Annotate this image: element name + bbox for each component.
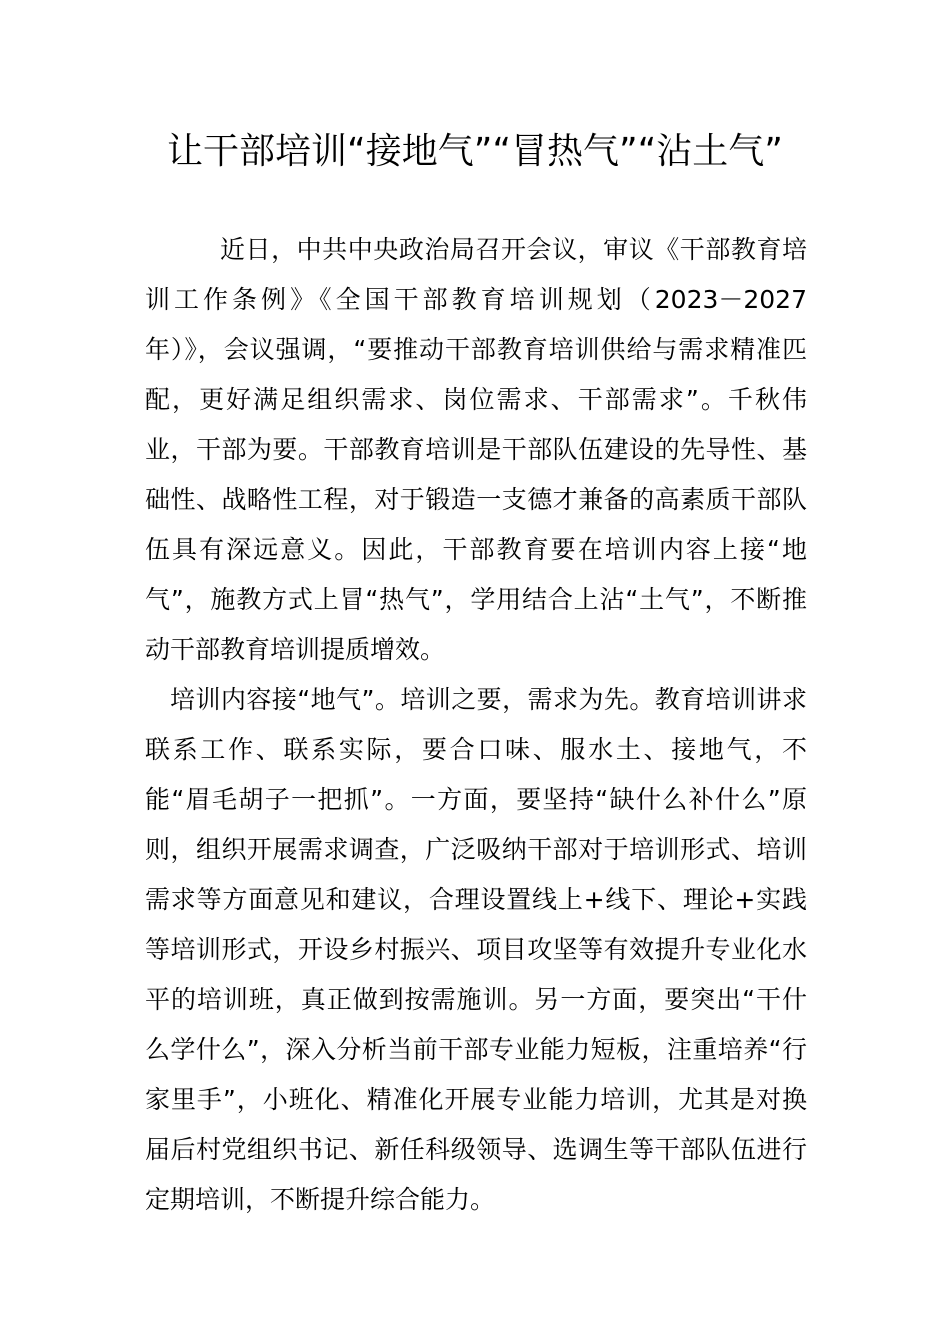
document-title: 让干部培训“接地气”“冒热气”“沾土气” xyxy=(167,131,783,172)
paragraph-intro: 近日，中共中央政治局召开会议，审议《干部教育培训工作条例》《全国干部教育培训规划（2023－2027年）》，会议强调，“要推动干部教育培训供给与需求精准匹配，更好满足组织需求、岗位需求、干部需求”。千秋伟业，干部为要。干部教育培训是干部队伍建设的先导性、基础性、战略性工程，对于锻造一支德才兼备的高素质干部队伍具有深远意义。因此，干部教育要在培训内容上接“地气”，施教方式上冒“热气”，学用结合上沾“土气”，不断推动干部教育培训提质增效。 xyxy=(145,235,807,664)
paragraph-training-content: 培训内容接“地气”。培训之要，需求为先。教育培训讲求联系工作、联系实际，要合口味、服水土、接地气，不能“眉毛胡子一把抓”。一方面，要坚持“缺什么补什么”原则，组织开展需求调查，广泛吸纳干部对于培训形式、培训需求等方面意见和建议，合理设置线上+线下、理论+实践等培训形式，开设乡村振兴、项目攻坚等有效提升专业化水平的培训班，真正做到按需施训。另一方面，要突出“干什么学什么”，深入分析当前干部专业能力短板，注重培养“行家里手”，小班化、精准化开展专业能力培训，尤其是对换届后村党组织书记、新任科级领导、选调生等干部队伍进行定期培训，不断提升综合能力。 xyxy=(145,685,807,1214)
document-body xyxy=(145,225,807,1225)
